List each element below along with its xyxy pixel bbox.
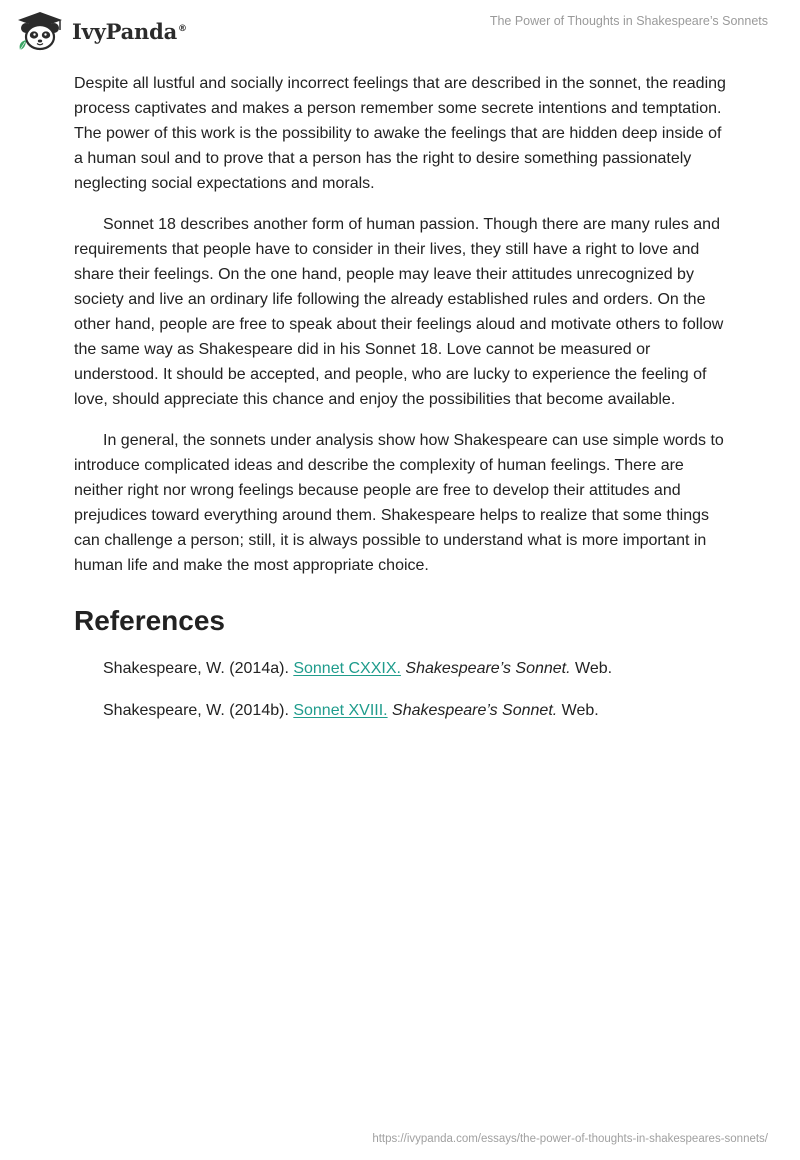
reference-journal: Shakespeare’s Sonnet. bbox=[387, 702, 558, 719]
reference-item bbox=[103, 658, 730, 680]
reference-item bbox=[103, 700, 730, 722]
logo-text: IvyPanda® bbox=[72, 18, 187, 44]
reference-suffix: Web. bbox=[557, 702, 599, 719]
reference-journal: Shakespeare’s Sonnet. bbox=[400, 660, 571, 677]
page-title: The Power of Thoughts in Shakespeare’s Sonnets bbox=[489, 14, 768, 28]
references-heading: References bbox=[74, 605, 225, 636]
reference-author: Shakespeare, W. (2014a). bbox=[103, 660, 294, 677]
essay-content bbox=[74, 71, 730, 742]
footer-url: https://ivypanda.com/essays/the-power-of-thoughts-in-shakespeares-sonnets/ bbox=[372, 1133, 768, 1145]
paragraph: Despite all lustful and socially incorrect feelings that are described in the sonnet, the reading process captivates and makes a person remember some secrete intentions and temptation. The power of this work is the possibility to awake the feelings that are hidden deep inside of a human soul and to prove that a person has the right to desire something passionately neglecting social expectations and morals. bbox=[74, 75, 726, 192]
reference-link[interactable]: Sonnet CXXIX. bbox=[293, 660, 401, 677]
panda-graduate-icon bbox=[14, 10, 66, 52]
registered-mark: ® bbox=[178, 23, 187, 34]
reference-suffix: Web. bbox=[570, 660, 613, 677]
reference-author: Shakespeare, W. (2014b). bbox=[103, 702, 294, 719]
paragraph: In general, the sonnets under analysis show how Shakespeare can use simple words to introduce complicated ideas and describe the complexity of human feelings. There are neither right nor wrong feelings because people are free to develop their attitudes and prejudices toward everything around them. Shakespeare helps to realize that some things can challenge a person; still, it is always possible to understand what is more important in human life and make the most appropriate choice. bbox=[74, 432, 724, 574]
reference-link[interactable]: Sonnet XVIII. bbox=[293, 702, 388, 719]
paragraph: Sonnet 18 describes another form of human passion. Though there are many rules and requirements that people have to consider in their lives, they still have a right to love and share their feelings. On the one hand, people may leave their attitudes unrecognized by society and live an ordinary life following the already established rules and orders. On the other hand, people are free to speak about their feelings aloud and motivate others to follow the same way as Shakespeare did in his Sonnet 18. Love cannot be measured or understood. It should be accepted, and people, who are lucky to experience the feeling of love, should appreciate this chance and enjoy the possibilities that become available. bbox=[74, 216, 724, 408]
site-logo[interactable] bbox=[14, 10, 187, 52]
